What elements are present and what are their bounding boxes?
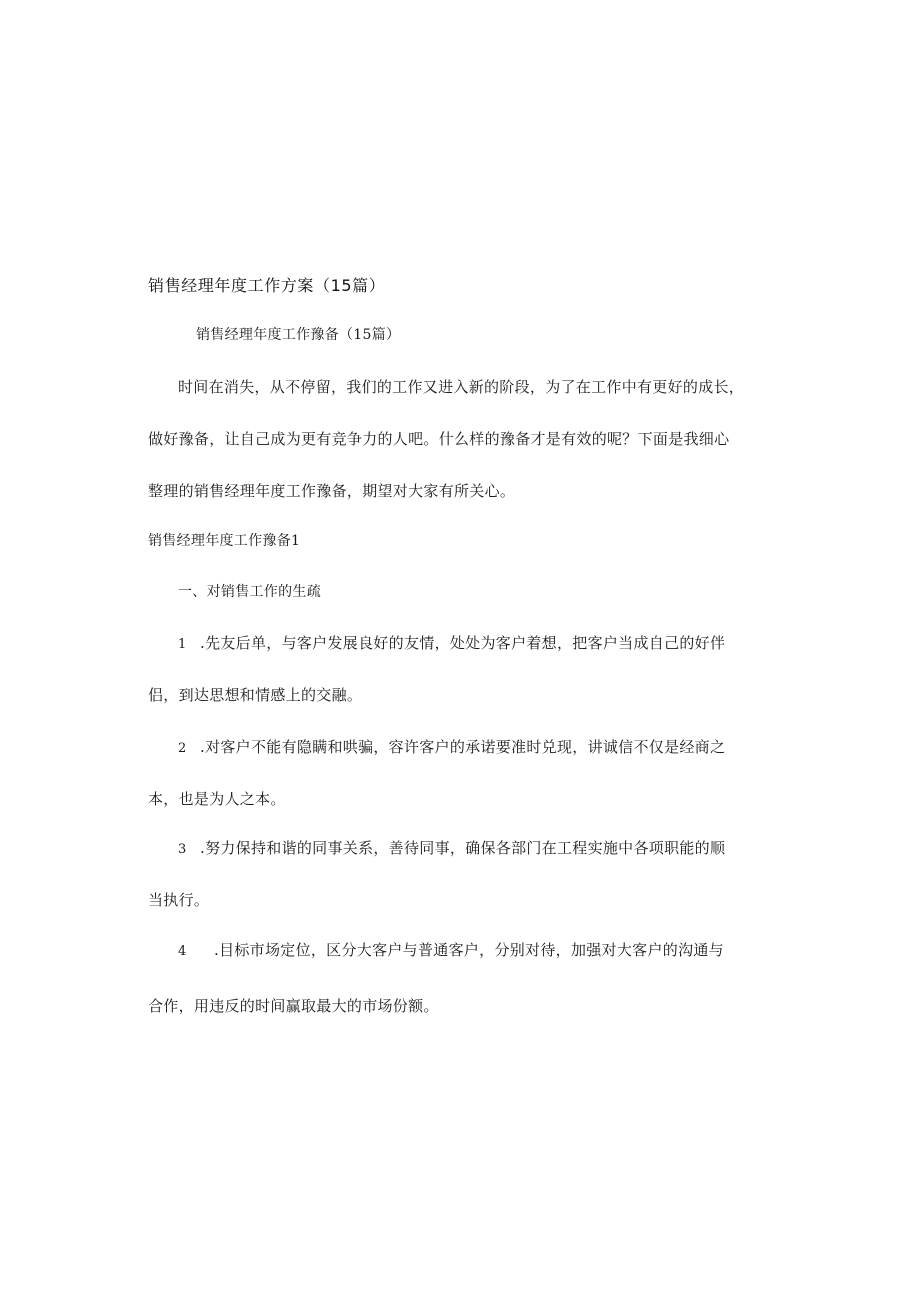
intro-line-1: 时间在消失，从不停留，我们的工作又进入新的阶段，为了在工作中有更好的成长， xyxy=(178,378,745,396)
list-item-1-number: 1 xyxy=(178,637,187,652)
section-heading: 销售经理年度工作豫备1 xyxy=(148,533,301,549)
list-item-4-text: .目标市场定位，区分大客户与普通客户，分别对待，加强对大客户的沟通与 xyxy=(214,941,724,959)
list-item-2-line-1 xyxy=(178,737,725,759)
document-subtitle: 销售经理年度工作豫备（15篇） xyxy=(196,327,401,343)
list-item-2-text: .对客户不能有隐瞒和哄骗，容许客户的承诺要准时兑现，讲诚信不仅是经商之 xyxy=(200,738,726,756)
intro-line-2: 做好豫备，让自己成为更有竞争力的人吧。什么样的豫备才是有效的呢？下面是我细心 xyxy=(148,430,730,448)
list-item-3-text: .努力保持和谐的同事关系，善待同事，确保各部门在工程实施中各项职能的顺 xyxy=(200,839,726,857)
list-item-1-line-1 xyxy=(178,633,725,655)
list-item-4-number: 4 xyxy=(178,944,187,959)
subsection-heading: 一、对销售工作的生疏 xyxy=(178,584,321,600)
list-item-1-line-2: 侣，到达思想和情感上的交融。 xyxy=(148,686,363,704)
document-title: 销售经理年度工作方案（15篇） xyxy=(148,276,386,295)
list-item-3-number: 3 xyxy=(178,842,187,857)
list-item-4-line-1 xyxy=(178,940,724,962)
list-item-2-number: 2 xyxy=(178,741,187,756)
list-item-3-line-2: 当执行。 xyxy=(148,891,210,909)
list-item-1-text: .先友后单，与客户发展良好的友情，处处为客户着想，把客户当成自己的好伴 xyxy=(200,634,726,652)
list-item-4-line-2: 合作，用违反的时间赢取最大的市场份额。 xyxy=(148,997,439,1015)
list-item-3-line-1 xyxy=(178,838,725,860)
list-item-2-line-2: 本，也是为人之本。 xyxy=(148,790,286,808)
intro-line-3: 整理的销售经理年度工作豫备，期望对大家有所关心。 xyxy=(148,482,516,500)
